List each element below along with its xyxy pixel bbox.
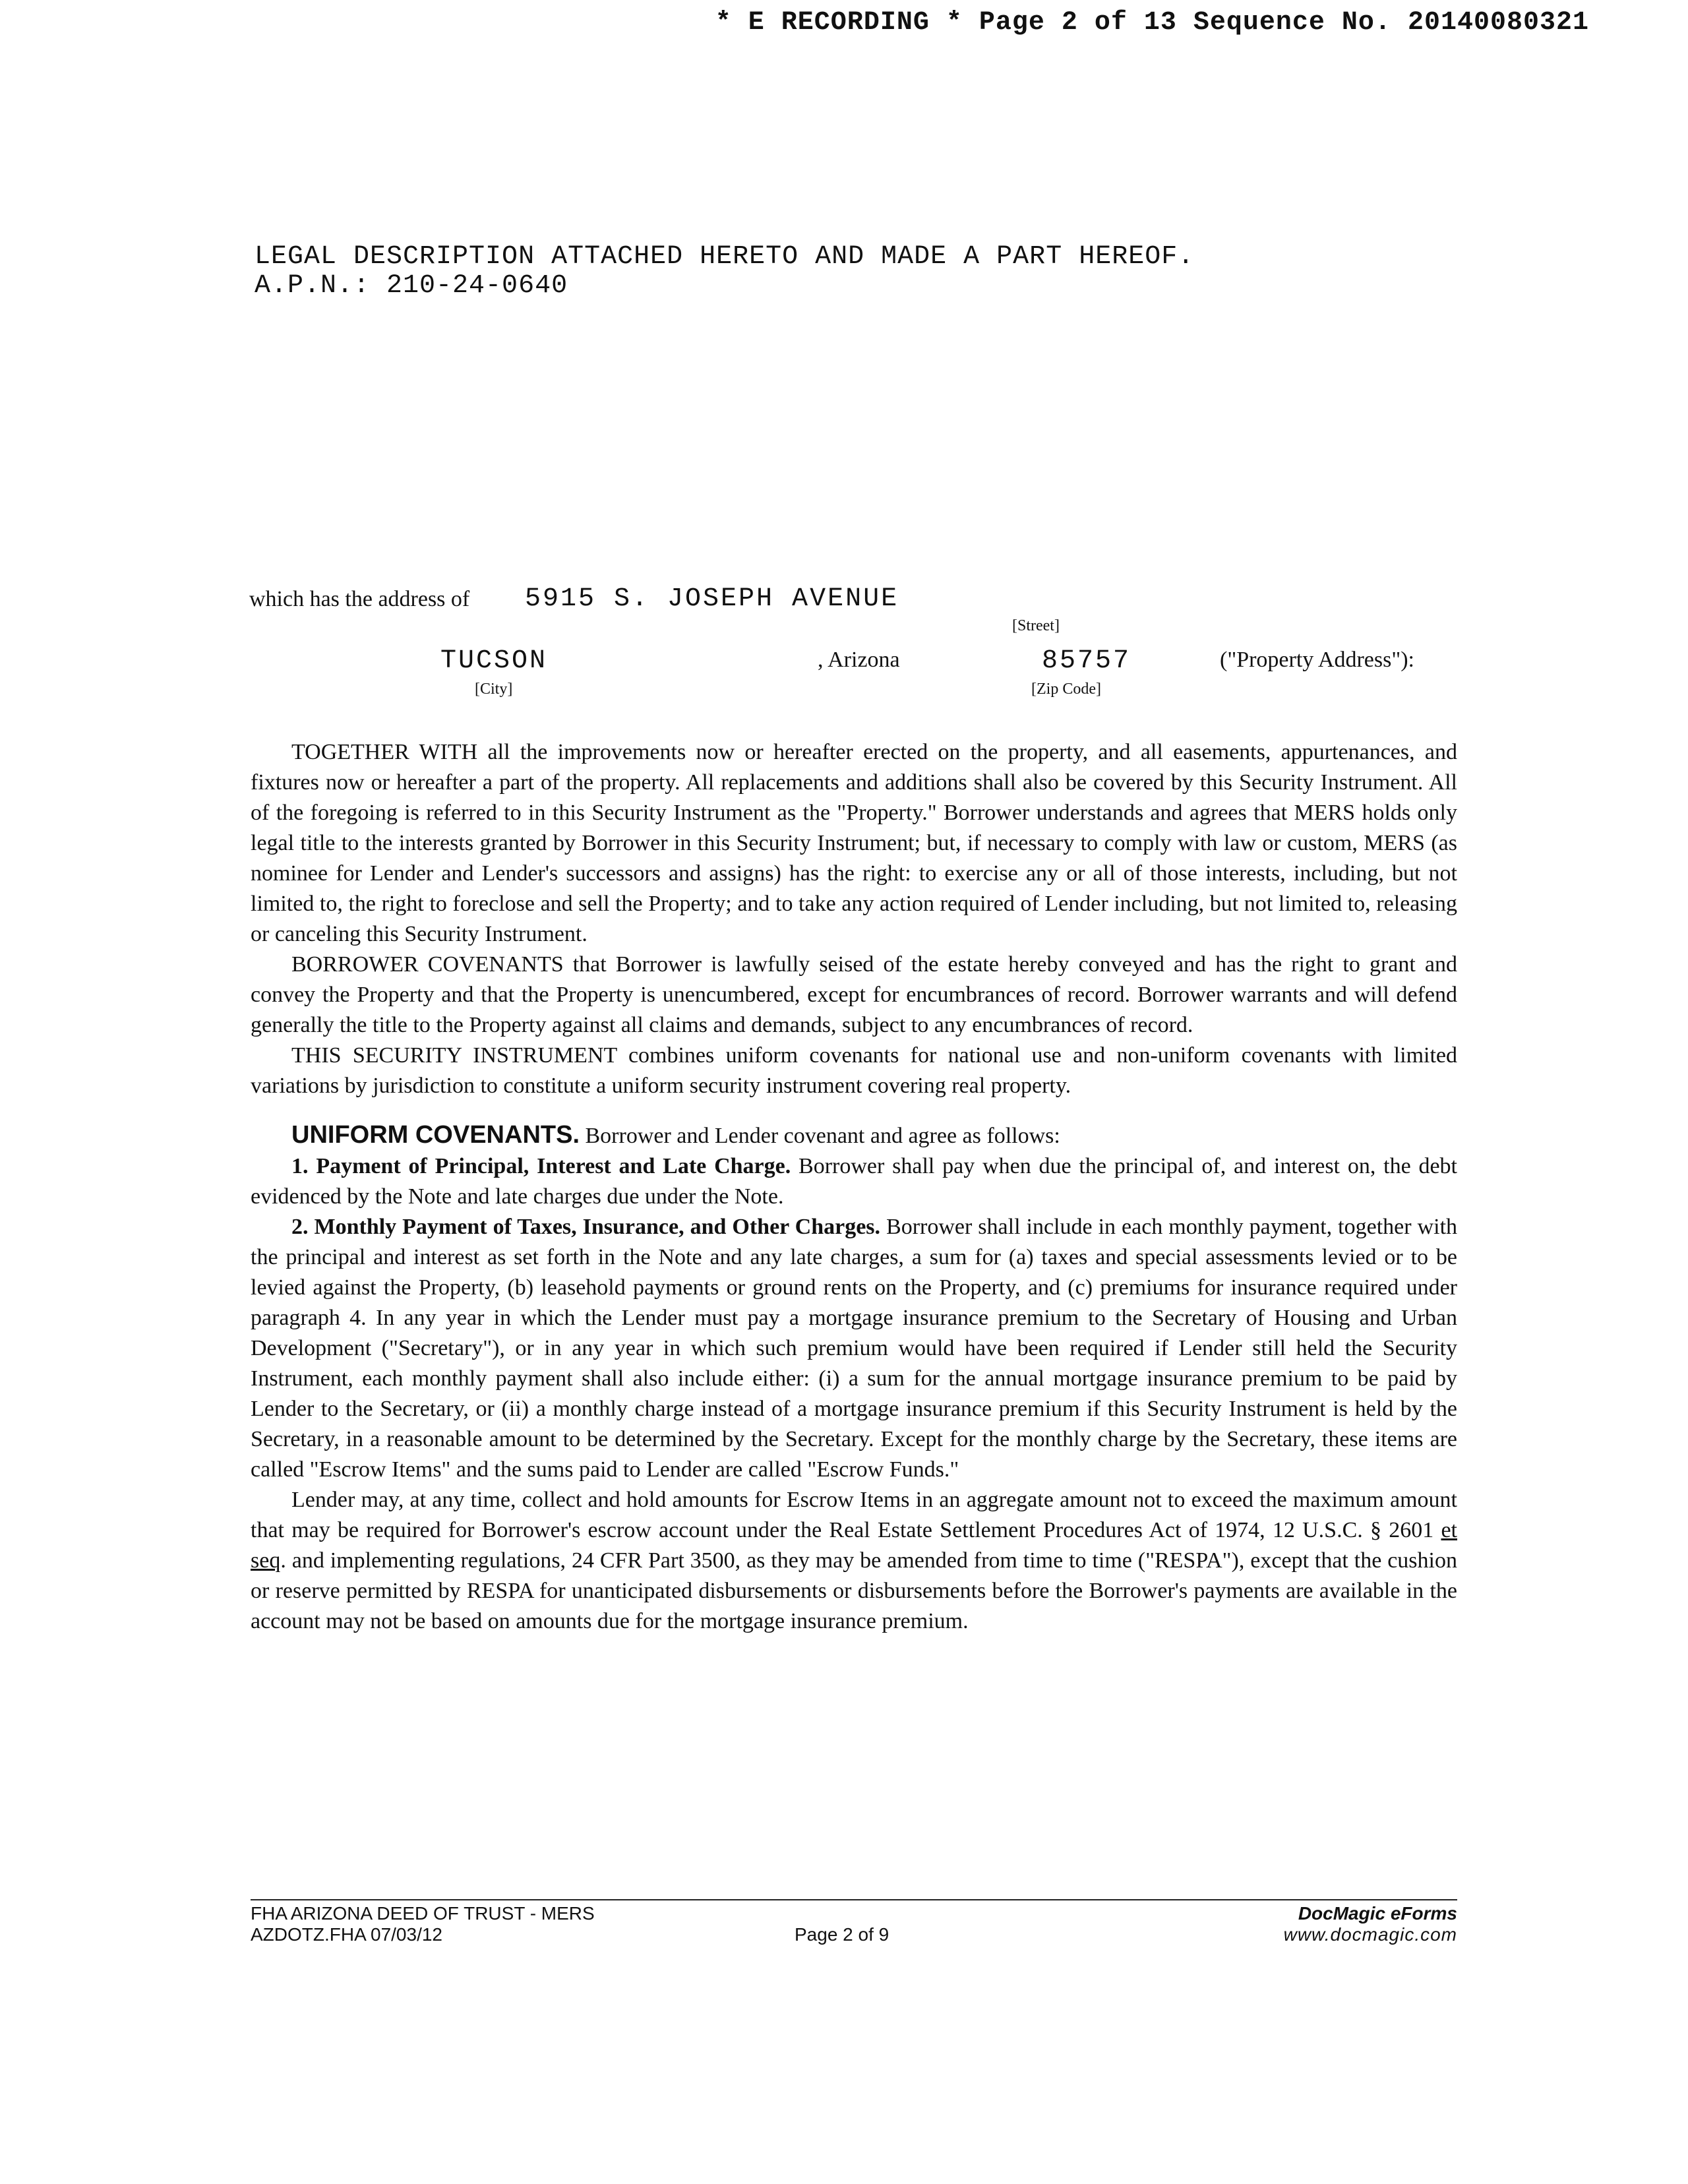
lender-escrow-text-b: . and implementing regulations, 24 CFR Part 3500, as they may be amended from time to time ("RESPA"), except that the cushion or reserve permitted by RESPA for unanticipated disbursements or disbursements before the Borrower's payments are available in the account may not be based on amounts due for the mortgage insurance premium. [251, 1548, 1457, 1633]
docmagic-logo: DocMagic eForms [1298, 1903, 1457, 1924]
footer-form-info [251, 1903, 595, 1945]
covenant-1-heading: Payment of Principal, Interest and Late Charge. [316, 1154, 791, 1178]
property-address-label: ("Property Address"): [1220, 648, 1414, 672]
street-value: 5915 S. JOSEPH AVENUE [525, 584, 899, 614]
covenant-2-paragraph [251, 1212, 1457, 1485]
covenant-2-number: 2. [291, 1215, 309, 1239]
covenant-2-heading: Monthly Payment of Taxes, Insurance, and Other Charges. [314, 1215, 881, 1239]
covenant-1-paragraph [251, 1151, 1457, 1212]
together-paragraph: TOGETHER WITH all the improvements now or hereafter erected on the property, and all easements, appurtenances, and fixtures now or hereafter a part of the property. All replacements and additions shall also be covered by this Security Instrument. All of the foregoing is referred to in this Security Instrument as the "Property." Borrower understands and agrees that MERS holds only legal title to the interests granted by Borrower in this Security Instrument; but, if necessary to comply with law or custom, MERS (as nominee for Lender and Lender's successors and assigns) has the right: to exercise any or all of those interests, including, but not limited to, the right to foreclose and sell the Property; and to take any action required of Lender including, but not limited to, releasing or canceling this Security Instrument. [251, 740, 1457, 946]
recording-stamp: * E RECORDING * Page 2 of 13 Sequence No. 20140080321 [715, 8, 1589, 38]
uniform-covenants-paragraph [251, 1120, 1457, 1151]
apn-line: A.P.N.: 210-24-0640 [255, 271, 568, 301]
uniform-covenants-title: UNIFORM COVENANTS. [291, 1121, 580, 1149]
covenant-1-number: 1. [291, 1154, 309, 1178]
et-seq: et seq [251, 1518, 1457, 1573]
form-name: FHA ARIZONA DEED OF TRUST - MERS [251, 1903, 595, 1924]
street-caption: [Street] [1012, 617, 1060, 634]
footer-divider [251, 1899, 1457, 1900]
docmagic-url: www.docmagic.com [1283, 1924, 1457, 1945]
covenant-body [251, 737, 1457, 1637]
lender-escrow-paragraph [251, 1485, 1457, 1637]
legal-description-line: LEGAL DESCRIPTION ATTACHED HERETO AND MADE A PART HEREOF. [255, 242, 1195, 272]
security-instrument-paragraph: THIS SECURITY INSTRUMENT combines uniform covenants for national use and non-uniform covenants with limited variations by jurisdiction to constitute a uniform security instrument covering real property. [251, 1043, 1457, 1098]
covenant-1-text: Borrower shall pay when due the principal of, and interest on, the debt evidenced by the Note and late charges due under the Note. [251, 1154, 1458, 1209]
lender-escrow-text-a: Lender may, at any time, collect and hold amounts for Escrow Items in an aggregate amount not to exceed the maximum amount that may be required for Borrower's escrow account under the Real Estate Settlement Procedures Act of 1974, 12 U.S.C. § 2601 [251, 1488, 1457, 1542]
covenant-2-text: Borrower shall include in each monthly payment, together with the principal and interest as set forth in the Note and any late charges, a sum for (a) taxes and special assessments levied or to be levied against the Property, (b) leasehold payments or ground rents on the Property, and (c) premiums for insurance required under paragraph 4. In any year in which the Lender must pay a mortgage insurance premium to the Secretary of Housing and Urban Development ("Secretary"), or in any year in which such premium would have been required if Lender still held the Security Instrument, each monthly payment shall also include either: (i) a sum for the annual mortgage insurance premium to be paid by Lender to the Secretary, or (ii) a monthly charge instead of a mortgage insurance premium if this Security Instrument is held by the Secretary, in a reasonable amount to be determined by the Secretary. Except for the monthly charge by the Secretary, these items are called "Escrow Items" and the sums paid to Lender are called "Escrow Funds." [251, 1215, 1458, 1482]
legal-description [255, 243, 1194, 301]
city-caption: [City] [475, 681, 513, 698]
address-intro: which has the address of [249, 587, 470, 611]
footer-brand-block [1284, 1903, 1457, 1945]
borrower-covenants-paragraph: BORROWER COVENANTS that Borrower is lawfully seised of the estate hereby conveyed and has the right to grant and convey the Property and that the Property is unencumbered, except for encumbrances of record. Borrower warrants and will defend generally the title to the Property against all claims and demands, subject to any encumbrances of record. [251, 952, 1457, 1037]
city-value: TUCSON [440, 646, 548, 676]
zip-value: 85757 [1042, 646, 1131, 676]
form-code: AZDOTZ.FHA 07/03/12 [251, 1924, 442, 1945]
page-number: Page 2 of 9 [795, 1924, 889, 1945]
zip-caption: [Zip Code] [1031, 681, 1101, 698]
state-value: , Arizona [818, 648, 900, 672]
uniform-covenants-intro: Borrower and Lender covenant and agree as follows: [585, 1124, 1060, 1148]
